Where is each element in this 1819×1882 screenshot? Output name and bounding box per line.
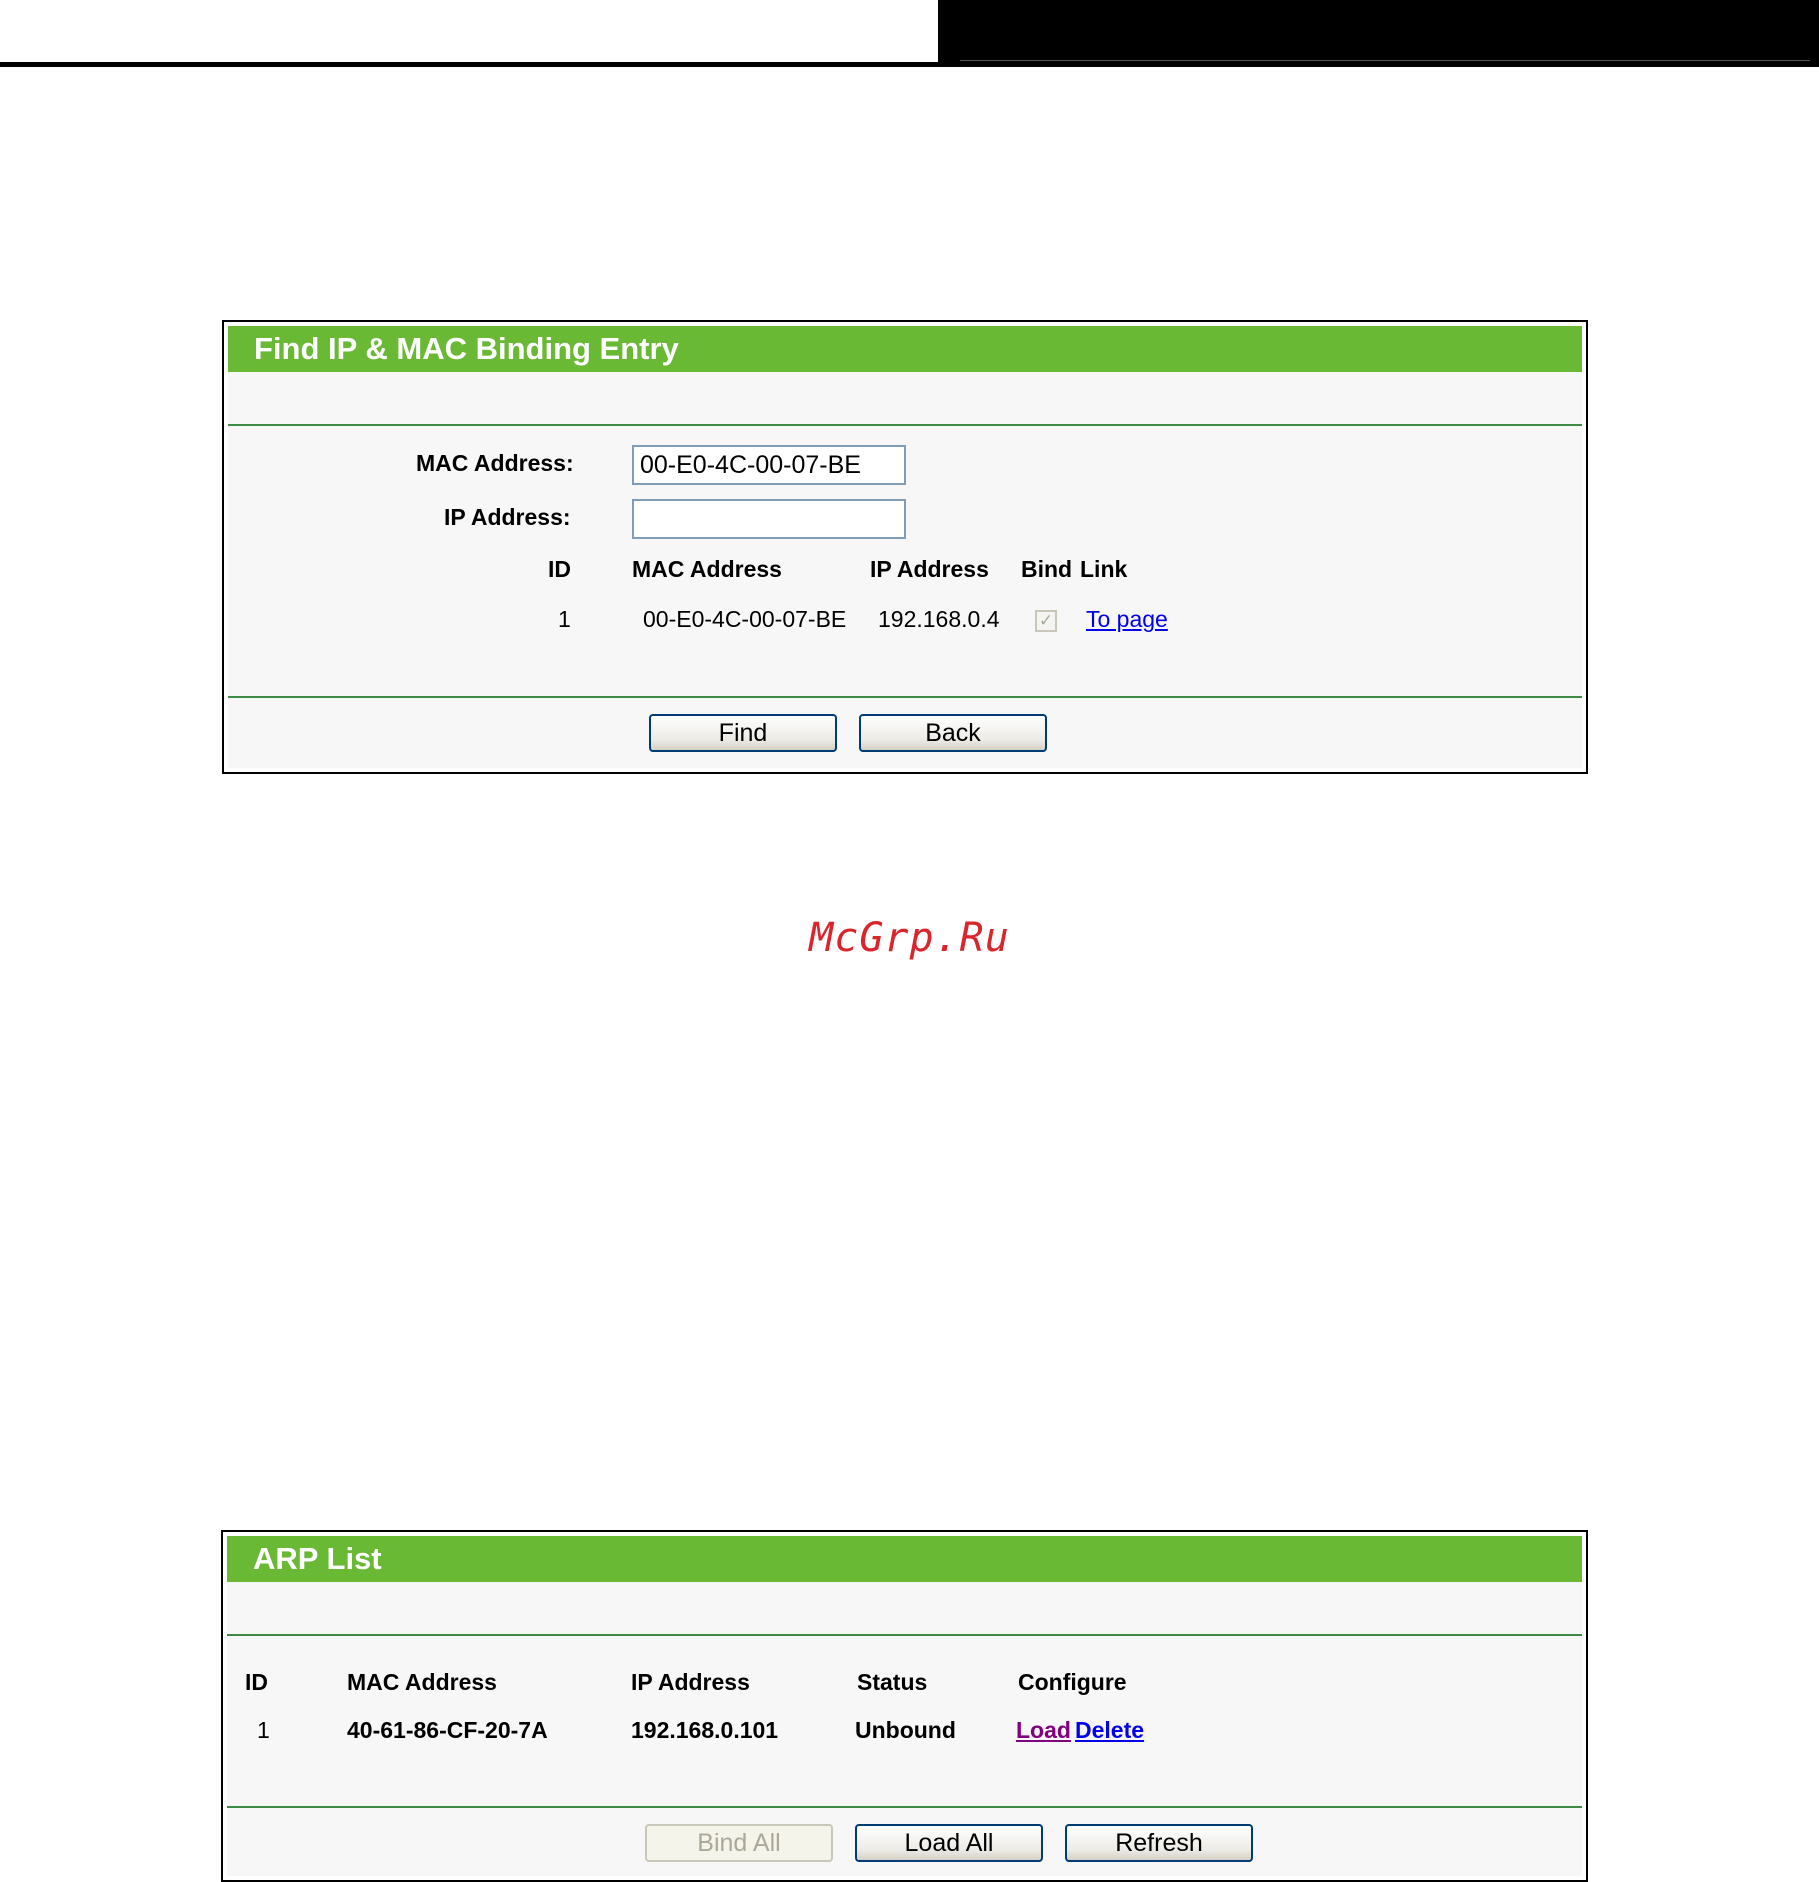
ip-address-label: IP Address: [444, 504, 571, 530]
page-header-bar-line [960, 60, 1810, 61]
col-link-header: Link [1080, 556, 1128, 582]
page-header-bar [938, 0, 1819, 67]
arp-row-ip: 192.168.0.101 [631, 1717, 779, 1743]
arp-row-mac: 40-61-86-CF-20-7A [347, 1717, 548, 1743]
arp-col-ip-header: IP Address [631, 1669, 750, 1695]
arp-col-status-header: Status [857, 1669, 928, 1695]
arp-row-delete-link[interactable]: Delete [1075, 1717, 1145, 1743]
row-bind-checkbox: ✓ [1035, 610, 1057, 632]
row-mac: 00-E0-4C-00-07-BE [643, 606, 847, 632]
mac-address-label: MAC Address: [416, 450, 574, 476]
mac-address-input[interactable] [632, 445, 906, 485]
watermark-text: McGrp.Ru [809, 915, 1010, 961]
arp-col-id-header: ID [245, 1669, 268, 1695]
arp-row-id: 1 [257, 1717, 270, 1743]
arp-row-status: Unbound [855, 1717, 956, 1743]
arp-row-load-link[interactable]: Load [1016, 1717, 1071, 1743]
find-button[interactable]: Find [649, 714, 837, 752]
col-mac-header: MAC Address [632, 556, 782, 582]
back-button[interactable]: Back [859, 714, 1047, 752]
arp-top-rule [227, 1634, 1582, 1636]
find-binding-panel [222, 320, 1588, 774]
arp-col-mac-header: MAC Address [347, 1669, 497, 1695]
arp-list-panel-body [227, 1536, 1582, 1876]
find-binding-panel-body [228, 326, 1582, 768]
find-bottom-rule [228, 696, 1582, 698]
refresh-button[interactable]: Refresh [1065, 1824, 1253, 1862]
find-top-rule [228, 424, 1582, 426]
row-ip: 192.168.0.4 [878, 606, 1000, 632]
arp-bottom-rule [227, 1806, 1582, 1808]
find-binding-title: Find IP & MAC Binding Entry [228, 326, 1582, 372]
page-header-rule [0, 62, 938, 67]
arp-list-panel [221, 1530, 1588, 1882]
arp-list-title: ARP List [227, 1536, 1582, 1582]
load-all-button[interactable]: Load All [855, 1824, 1043, 1862]
ip-address-input[interactable] [632, 499, 906, 539]
row-to-page-link[interactable]: To page [1086, 606, 1168, 632]
bind-all-button[interactable]: Bind All [645, 1824, 833, 1862]
col-bind-header: Bind [1021, 556, 1073, 582]
arp-col-configure-header: Configure [1018, 1669, 1127, 1695]
row-id: 1 [558, 606, 571, 632]
col-id-header: ID [548, 556, 571, 582]
col-ip-header: IP Address [870, 556, 989, 582]
